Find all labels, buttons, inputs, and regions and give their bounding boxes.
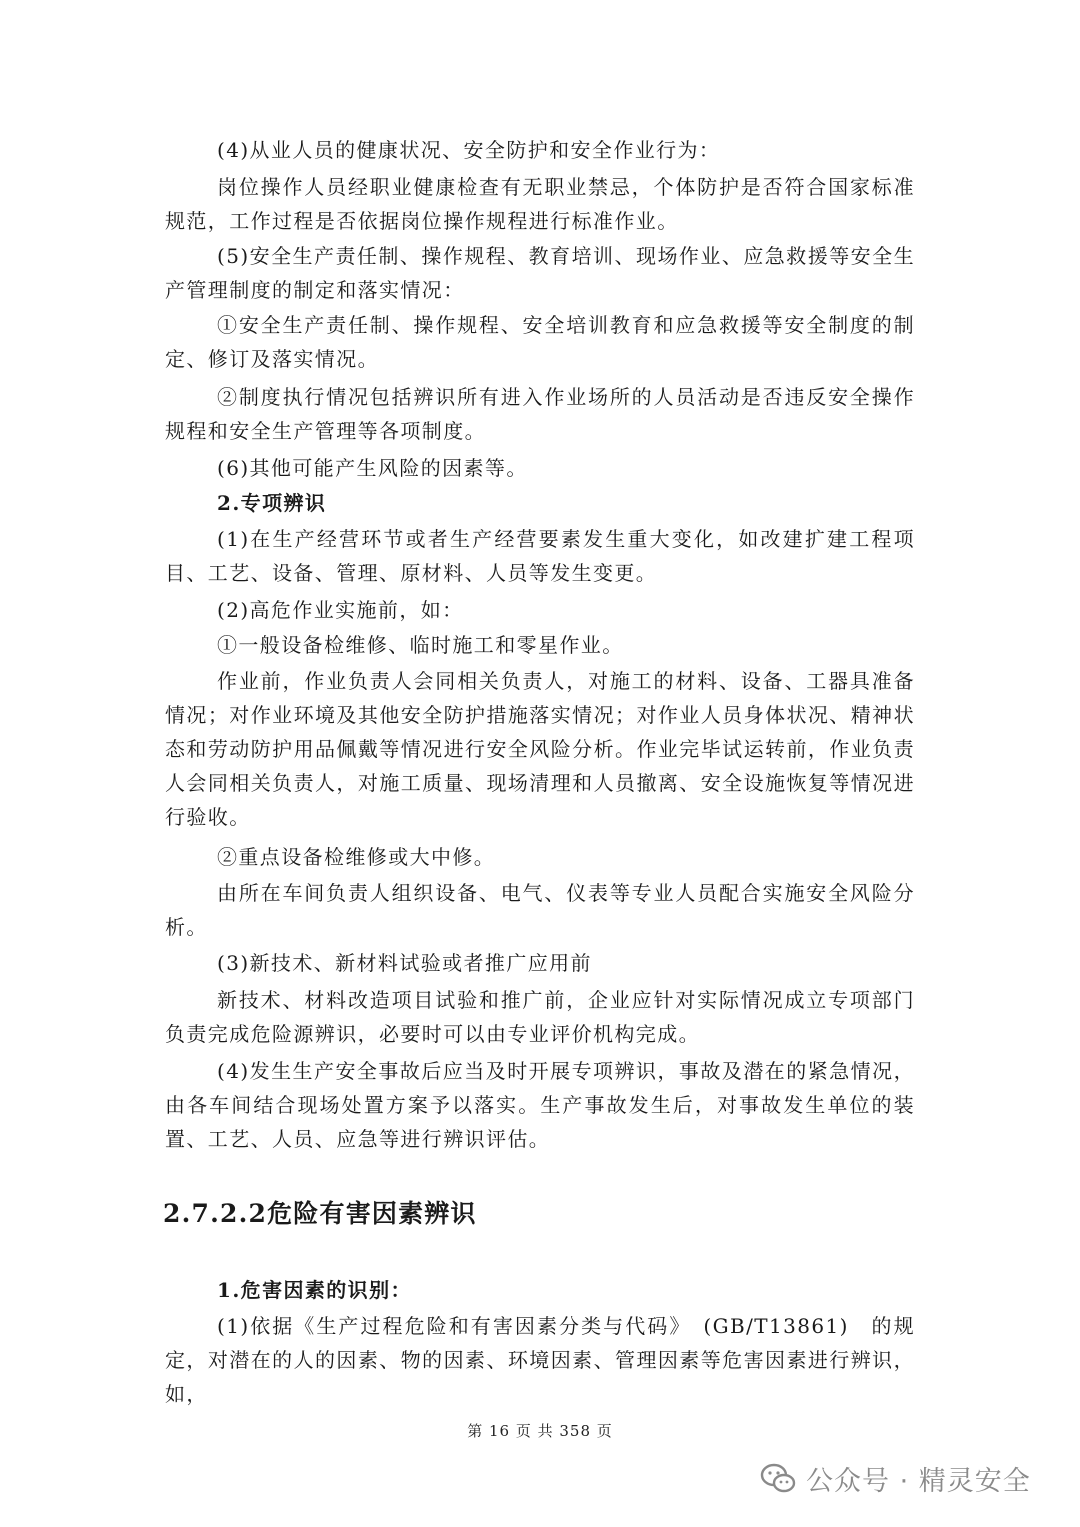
paragraph-circle-1-system: ①安全生产责任制、操作规程、安全培训教育和应急救援等安全制度的制定、修订及落实情况。 <box>165 313 915 371</box>
paragraph-circle-2-overhaul: ②重点设备检维修或大中修。 <box>217 845 496 869</box>
paragraph-new-tech-trial: 新技术、材料改造项目试验和推广前，企业应针对实际情况成立专项部门负责完成危险源辨识，必要时可以由专业评价机构完成。 <box>165 988 915 1046</box>
paragraph-gb-t13861: (1)依据《生产过程危险和有害因素分类与代码》 (GB/T13861) 的规定，对潜在的人的因素、物的因素、环境因素、管理因素等危害因素进行辨识，如， <box>165 1314 915 1406</box>
heading-special-identification: 2.专项辨识 <box>217 491 327 515</box>
paragraph-workshop-leader: 由所在车间负责人组织设备、电气、仪表等专业人员配合实施安全风险分析。 <box>165 881 915 939</box>
paragraph-circle-2-execution: ②制度执行情况包括辨识所有进入作业场所的人员活动是否违反安全操作规程和安全生产管理等各项制度。 <box>165 385 915 443</box>
watermark <box>760 1456 1031 1500</box>
watermark-text: 公众号 · 精灵安全 <box>806 1465 1031 1497</box>
paragraph-before-work: 作业前，作业负责人会同相关负责人，对施工的材料、设备、工器具准备情况；对作业环境及其他安全防护措施落实情况；对作业人员身体状况、精神状态和劳动防护用品佩戴等情况进行安全风险分析。作业完毕试运转前，作业负责人会同相关负责人，对施工质量、现场清理和人员撤离、安全设施恢复等情况进行验收。 <box>165 669 915 829</box>
paragraph-circle-1-maintenance: ①一般设备检维修、临时施工和零星作业。 <box>217 633 624 657</box>
paragraph-post-operators: 岗位操作人员经职业健康检查有无职业禁忌，个体防护是否符合国家标准规范，工作过程是否依据岗位操作规程进行标准作业。 <box>165 175 915 233</box>
paragraph-5-management-system: (5)安全生产责任制、操作规程、教育培训、现场作业、应急救援等安全生产管理制度的制定和落实情况： <box>165 244 915 302</box>
paragraph-3-new-technology: (3)新技术、新材料试验或者推广应用前 <box>217 951 592 975</box>
page-number-footer: 第 16 页 共 358 页 <box>467 1422 613 1440</box>
paragraph-1-major-change: (1)在生产经营环节或者生产经营要素发生重大变化，如改建扩建工程项目、工艺、设备、管理、原材料、人员等发生变更。 <box>165 527 915 585</box>
paragraph-4-health: (4)从业人员的健康状况、安全防护和安全作业行为： <box>217 138 721 162</box>
wechat-icon <box>760 1462 796 1494</box>
paragraph-4-accident: (4)发生生产安全事故后应当及时开展专项辨识，事故及潜在的紧急情况，由各车间结合现场处置方案予以落实。生产事故发生后，对事故发生单位的装置、工艺、人员、应急等进行辨识评估。 <box>165 1059 915 1151</box>
paragraph-2-high-risk: (2)高危作业实施前，如： <box>217 598 464 622</box>
paragraph-6-other: (6)其他可能产生风险的因素等。 <box>217 456 528 480</box>
section-heading: 2.7.2.2危险有害因素辨识 <box>163 1199 477 1228</box>
subsection-heading: 1.危害因素的识别： <box>217 1278 412 1302</box>
